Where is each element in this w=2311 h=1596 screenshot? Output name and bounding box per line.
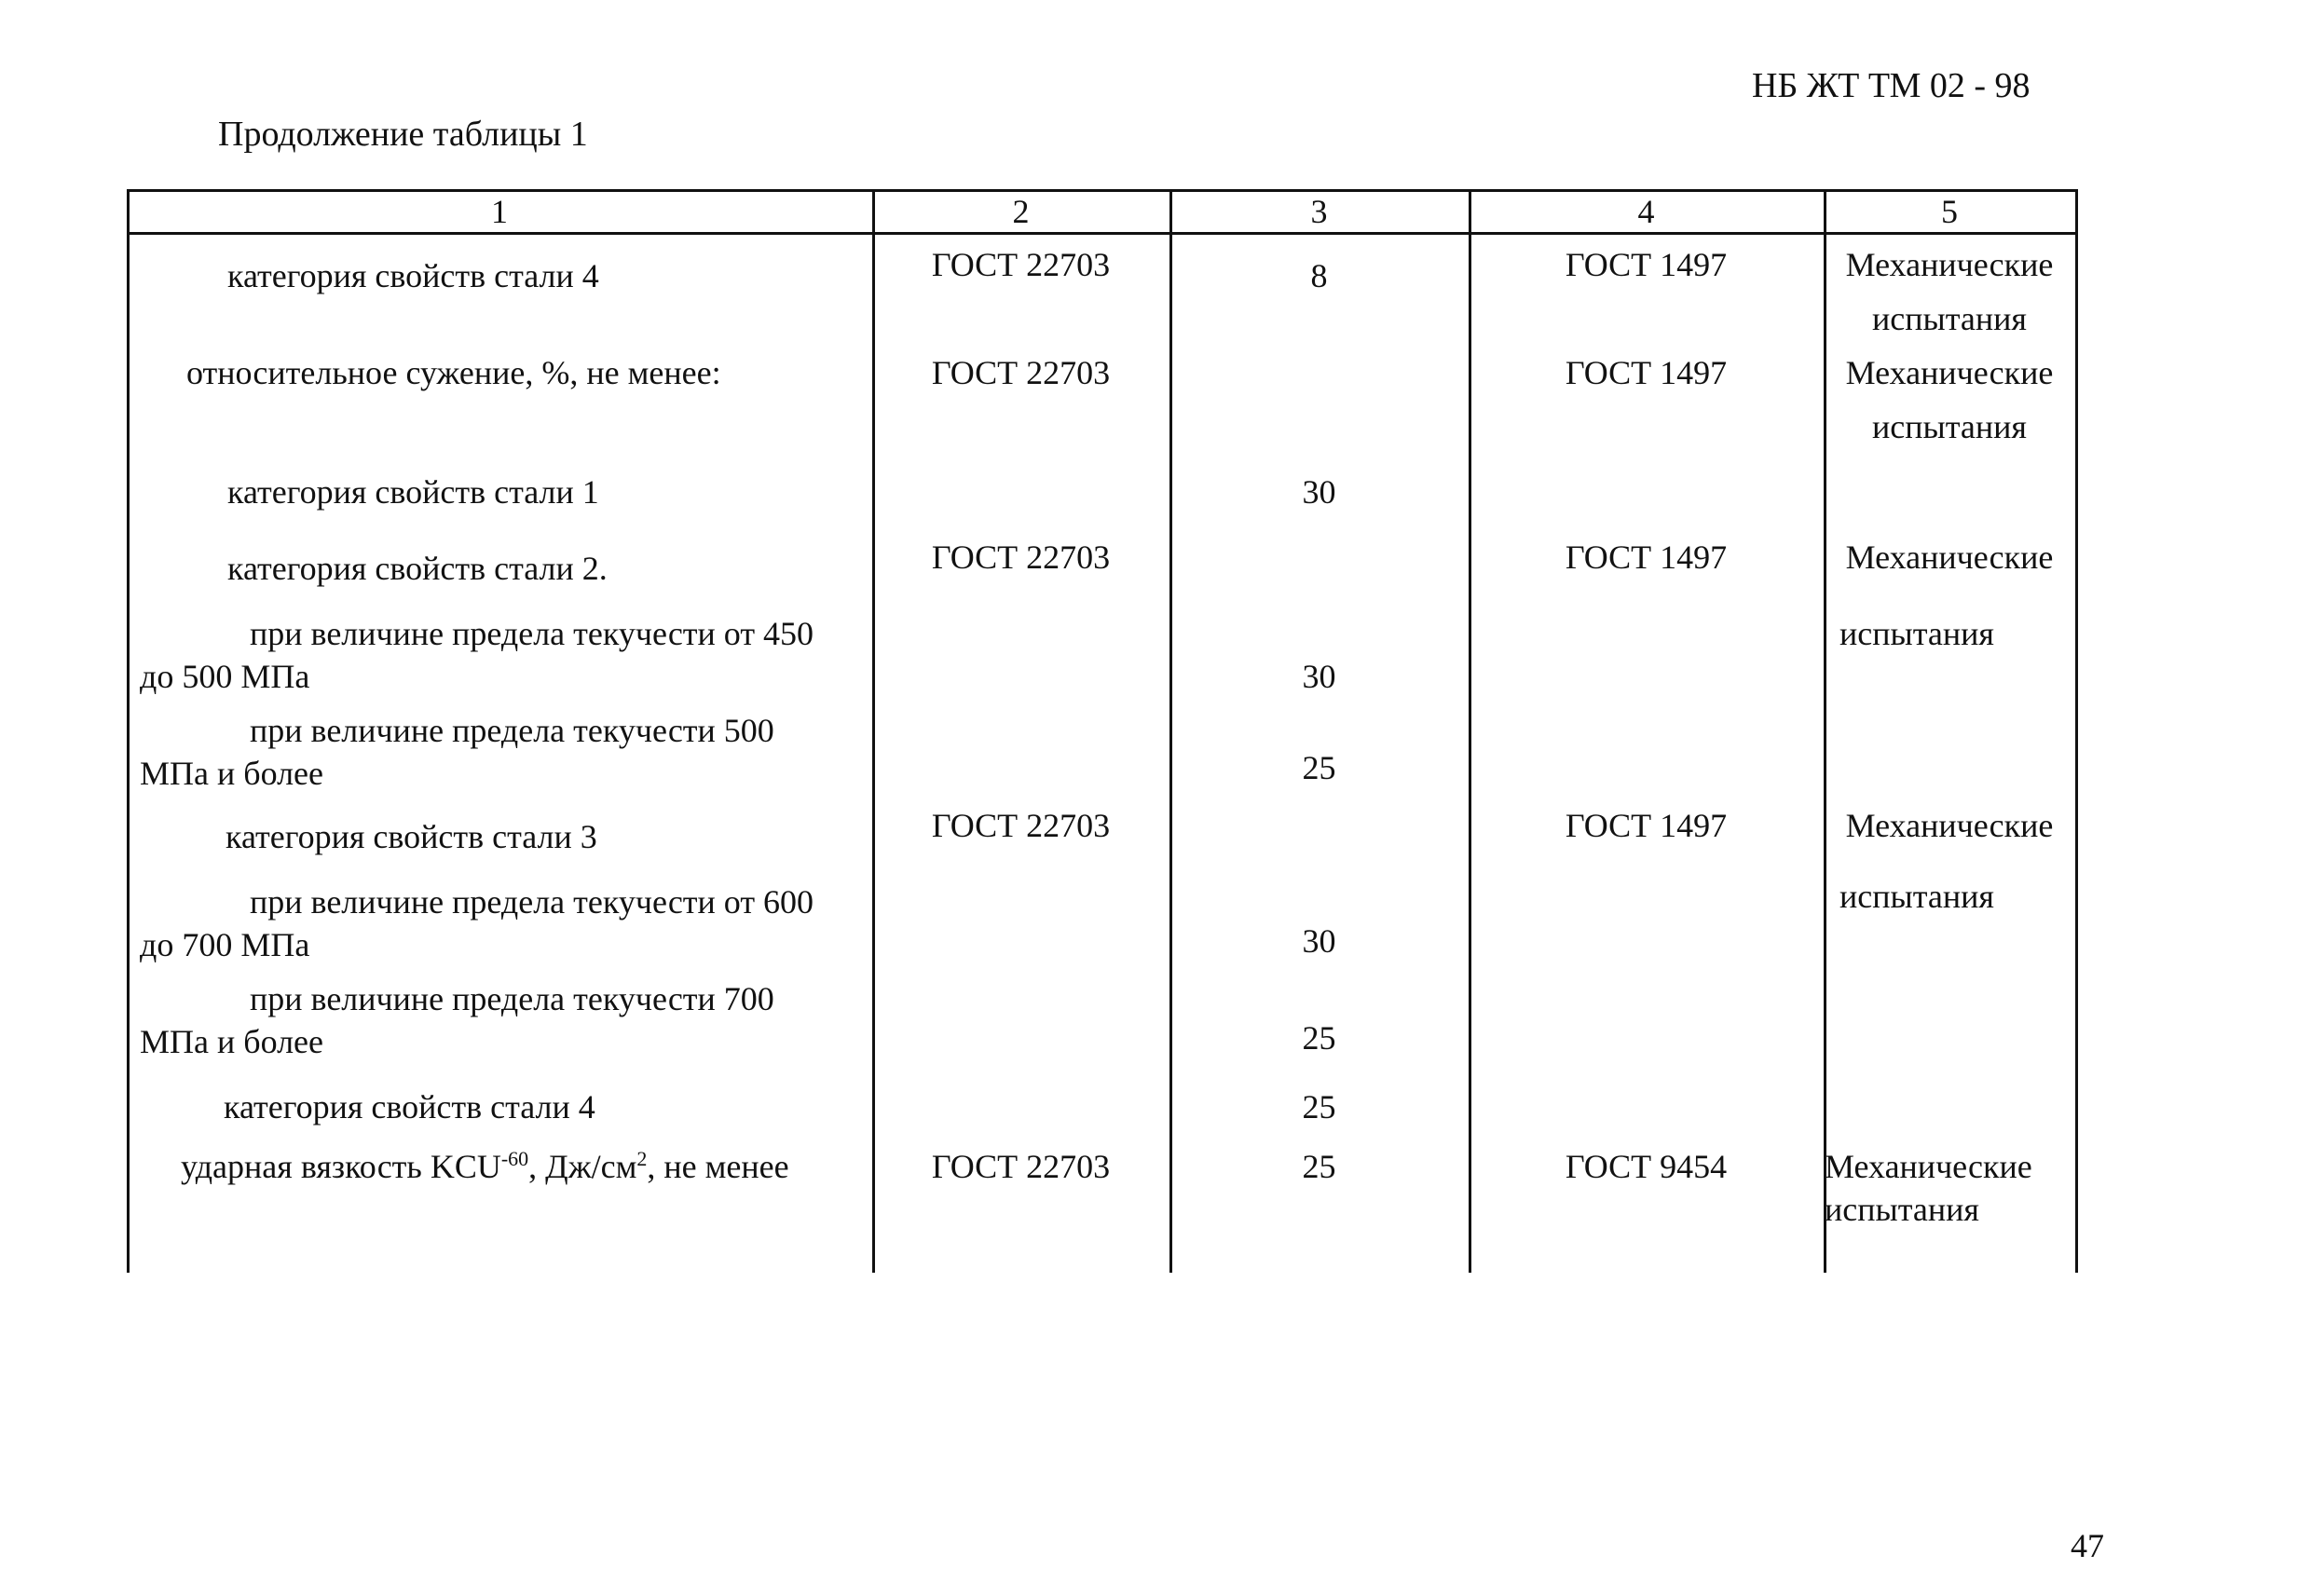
test-type-cell: испытания: [1825, 1191, 1979, 1228]
impact-suffix-text: , не менее: [647, 1148, 789, 1185]
standard-cell: ГОСТ 22703: [931, 354, 1111, 391]
test-type-cell: испытания: [1872, 408, 2027, 445]
test-type-cell: испытания: [1839, 878, 1994, 915]
table-caption: Продолжение таблицы 1: [218, 115, 588, 154]
table-row-label: при величине предела текучести 700: [250, 980, 774, 1017]
table-row-label-cont: до 500 МПа: [140, 658, 310, 695]
table-row-label: категория свойств стали 3: [226, 818, 597, 855]
value-cell: 25: [1302, 1148, 1336, 1185]
test-type-cell: Механические: [1845, 539, 2054, 576]
table-left-border: [127, 189, 130, 1273]
unit-exponent-superscript: 2: [636, 1147, 648, 1170]
table-row-label: при величине предела текучести 500: [250, 712, 774, 749]
test-type-cell: испытания: [1872, 300, 2027, 337]
table-row-label: [181, 1145, 789, 1188]
test-type-cell: испытания: [1839, 615, 1994, 652]
method-standard-cell: ГОСТ 1497: [1565, 539, 1728, 576]
method-standard-cell: ГОСТ 9454: [1565, 1148, 1728, 1185]
test-type-cell: Механические: [1845, 354, 2054, 391]
column-number-2: 2: [1012, 193, 1030, 230]
table-row-label: при величине предела текучести от 600: [250, 883, 814, 921]
impact-unit-text: , Дж/см: [528, 1148, 637, 1185]
table-row-label: категория свойств стали 2.: [227, 550, 608, 587]
value-cell: 30: [1302, 658, 1336, 695]
table-row-label-cont: МПа и более: [140, 1023, 324, 1060]
table-row-label: относительное сужение, %, не менее:: [186, 354, 721, 391]
column-number-5: 5: [1941, 193, 1958, 230]
table-right-border: [2075, 189, 2078, 1273]
method-standard-cell: ГОСТ 1497: [1565, 807, 1728, 844]
method-standard-cell: ГОСТ 1497: [1565, 246, 1728, 283]
table-row-label: при величине предела текучести от 450: [250, 615, 814, 652]
table: [127, 189, 2078, 1273]
column-number-4: 4: [1637, 193, 1655, 230]
standard-cell: ГОСТ 22703: [931, 1148, 1111, 1185]
standard-cell: ГОСТ 22703: [931, 246, 1111, 283]
page-number: 47: [2071, 1527, 2104, 1564]
value-cell: 25: [1302, 1019, 1336, 1057]
table-row-label: категория свойств стали 1: [227, 473, 599, 511]
standard-cell: ГОСТ 22703: [931, 807, 1111, 844]
test-type-cell: Механические: [1845, 246, 2054, 283]
table-row-label: категория свойств стали 4: [227, 257, 599, 294]
value-cell: 8: [1310, 257, 1328, 294]
table-row-label: категория свойств стали 4: [224, 1088, 595, 1125]
test-type-cell: Механические: [1845, 807, 2054, 844]
standard-cell: ГОСТ 22703: [931, 539, 1111, 576]
column-number-1: 1: [491, 193, 508, 230]
value-cell: 25: [1302, 1088, 1336, 1125]
value-cell: 30: [1302, 473, 1336, 511]
table-row-label-cont: МПа и более: [140, 755, 324, 792]
value-cell: 30: [1302, 922, 1336, 960]
impact-temp-superscript: -60: [500, 1147, 529, 1170]
method-standard-cell: ГОСТ 1497: [1565, 354, 1728, 391]
test-type-cell: Механические: [1825, 1148, 2032, 1185]
document-code: НБ ЖТ ТМ 02 - 98: [1752, 66, 2031, 105]
table-row-label-cont: до 700 МПа: [140, 926, 310, 963]
column-number-3: 3: [1310, 193, 1328, 230]
value-cell: 25: [1302, 749, 1336, 786]
impact-label-text: ударная вязкость KCU: [181, 1148, 501, 1185]
